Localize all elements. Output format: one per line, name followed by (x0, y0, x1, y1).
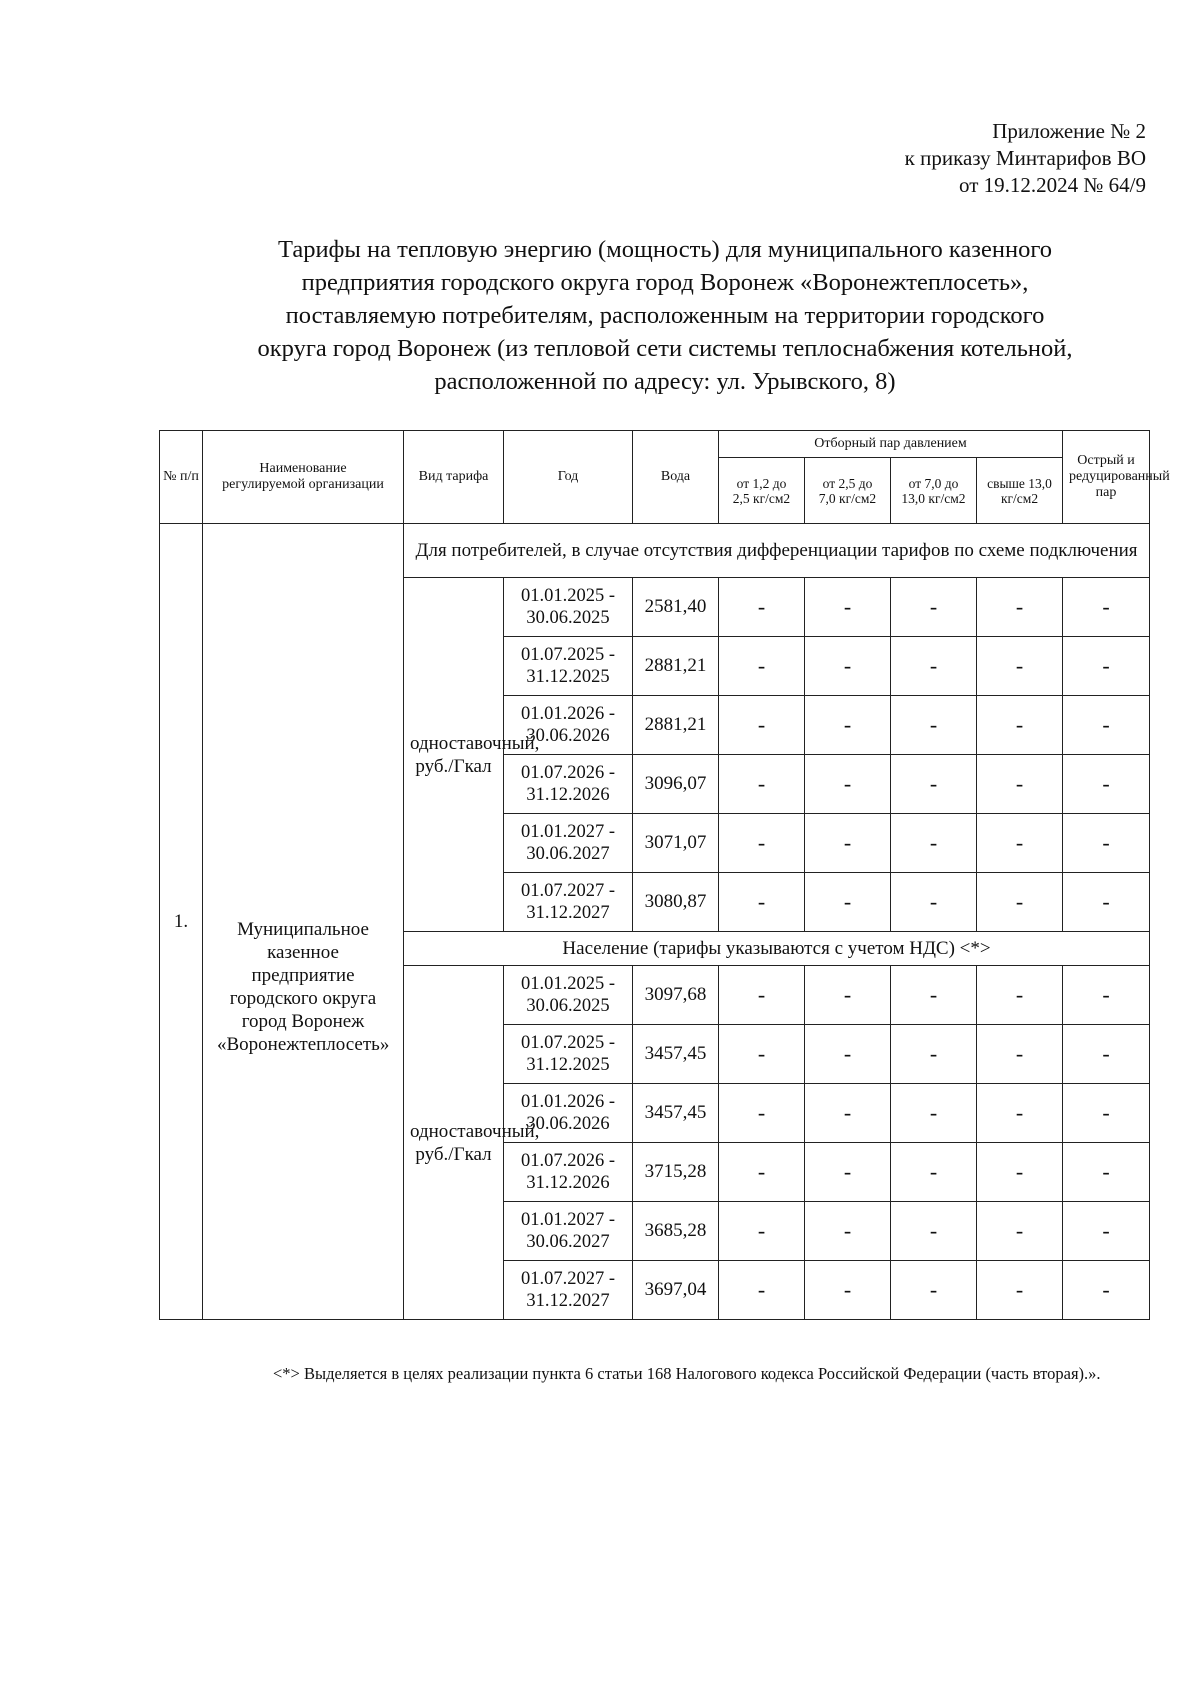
steam-tariff-s1: - (719, 1143, 805, 1202)
steam-tariff-s1: - (719, 1084, 805, 1143)
steam-tariff-sharp: - (1063, 637, 1150, 696)
steam-tariff-s3: - (891, 696, 977, 755)
steam-tariff-s3: - (891, 1202, 977, 1261)
steam-tariff-s3: - (891, 1084, 977, 1143)
period-cell (504, 637, 633, 696)
period-to: 31.12.2025 (526, 667, 610, 687)
steam-tariff-s3: - (891, 1261, 977, 1320)
period-to: 31.12.2026 (526, 1173, 610, 1193)
appendix-number: Приложение № 2 (992, 119, 1146, 143)
water-tariff: 3685,28 (633, 1202, 719, 1261)
footnote: <*> Выделяется в целях реализации пункта 6 статьи 168 Налогового кодекса Российской Федерации (часть вторая).». (273, 1364, 1101, 1383)
steam-tariff-s3: - (891, 637, 977, 696)
steam-tariff-s2: - (805, 755, 891, 814)
steam-tariff-s3: - (891, 814, 977, 873)
title-line: округа город Воронеж (из тепловой сети системы теплоснабжения котельной, (257, 335, 1073, 362)
water-tariff: 2581,40 (633, 578, 719, 637)
steam-tariff-s4: - (977, 1025, 1063, 1084)
header-num: № п/п (160, 431, 203, 524)
period-to: 30.06.2025 (526, 996, 610, 1016)
steam-tariff-s2: - (805, 814, 891, 873)
steam-tariff-sharp: - (1063, 966, 1150, 1025)
steam-tariff-sharp: - (1063, 1202, 1150, 1261)
header-steam-3: от 7,0 до 13,0 кг/см2 (891, 458, 977, 524)
water-tariff: 3457,45 (633, 1025, 719, 1084)
steam-tariff-sharp: - (1063, 578, 1150, 637)
tariff-table-body (160, 524, 1150, 1320)
water-tariff: 2881,21 (633, 637, 719, 696)
period-to: 30.06.2027 (526, 844, 610, 864)
period-to: 30.06.2026 (526, 726, 610, 746)
steam-tariff-sharp: - (1063, 1261, 1150, 1320)
steam-tariff-s4: - (977, 696, 1063, 755)
steam-tariff-s2: - (805, 696, 891, 755)
appendix-reference (905, 118, 1146, 199)
steam-tariff-sharp: - (1063, 814, 1150, 873)
period-from: 01.07.2026 - (520, 763, 616, 783)
steam-tariff-sharp: - (1063, 755, 1150, 814)
header-sharp-steam: Острый и редуцированный пар (1063, 431, 1150, 524)
steam-tariff-s1: - (719, 696, 805, 755)
steam-tariff-s3: - (891, 1025, 977, 1084)
period-cell (504, 873, 633, 932)
period-from: 01.07.2027 - (520, 881, 616, 901)
steam-tariff-s4: - (977, 755, 1063, 814)
period-to: 31.12.2027 (526, 903, 610, 923)
period-from: 01.07.2025 - (520, 645, 616, 665)
steam-tariff-s2: - (805, 1084, 891, 1143)
water-tariff: 3080,87 (633, 873, 719, 932)
header-water: Вода (633, 431, 719, 524)
steam-tariff-s1: - (719, 814, 805, 873)
header-tariff-kind: Вид тарифа (404, 431, 504, 524)
period-cell (504, 1202, 633, 1261)
tariff-kind: одноставочный, руб./Гкал (404, 966, 504, 1320)
period-to: 31.12.2027 (526, 1291, 610, 1311)
header-steam-2: от 2,5 до 7,0 кг/см2 (805, 458, 891, 524)
section-title: Население (тарифы указываются с учетом НДС) <*> (404, 932, 1150, 966)
steam-tariff-s4: - (977, 637, 1063, 696)
tariff-table (159, 430, 1170, 1320)
steam-tariff-s4: - (977, 1261, 1063, 1320)
period-from: 01.01.2025 - (520, 974, 616, 994)
period-cell (504, 755, 633, 814)
period-from: 01.01.2025 - (520, 586, 616, 606)
header-steam: Отборный пар давлением (719, 431, 1063, 458)
steam-tariff-s2: - (805, 966, 891, 1025)
steam-tariff-s3: - (891, 1143, 977, 1202)
steam-tariff-s2: - (805, 637, 891, 696)
steam-tariff-s2: - (805, 873, 891, 932)
steam-tariff-s3: - (891, 966, 977, 1025)
steam-tariff-s1: - (719, 1025, 805, 1084)
steam-tariff-s2: - (805, 1202, 891, 1261)
steam-tariff-s3: - (891, 578, 977, 637)
header-year: Год (504, 431, 633, 524)
appendix-date: от 19.12.2024 № 64/9 (958, 173, 1146, 197)
header-organization: Наименование регулируемой организации (203, 431, 404, 524)
title-line: расположенной по адресу: ул. Урывского, 8) (434, 368, 896, 395)
section-title: Для потребителей, в случае отсутствия дифференциации тарифов по схеме подключения (404, 524, 1150, 578)
row-number: 1. (160, 524, 203, 1320)
period-cell (504, 966, 633, 1025)
water-tariff: 2881,21 (633, 696, 719, 755)
title-line: поставляемую потребителям, расположенным на территории городского (285, 302, 1045, 329)
period-cell (504, 578, 633, 637)
period-from: 01.01.2026 - (520, 1092, 616, 1112)
steam-tariff-s4: - (977, 578, 1063, 637)
steam-tariff-s4: - (977, 1084, 1063, 1143)
steam-tariff-s1: - (719, 1202, 805, 1261)
period-from: 01.01.2027 - (520, 1210, 616, 1230)
steam-tariff-s4: - (977, 1202, 1063, 1261)
steam-tariff-sharp: - (1063, 696, 1150, 755)
period-to: 31.12.2025 (526, 1055, 610, 1075)
period-from: 01.07.2025 - (520, 1033, 616, 1053)
steam-tariff-sharp: - (1063, 1143, 1150, 1202)
header-steam-1: от 1,2 до 2,5 кг/см2 (719, 458, 805, 524)
steam-tariff-s1: - (719, 578, 805, 637)
steam-tariff-sharp: - (1063, 1084, 1150, 1143)
period-from: 01.07.2027 - (520, 1269, 616, 1289)
steam-tariff-s1: - (719, 873, 805, 932)
period-cell (504, 1025, 633, 1084)
period-to: 31.12.2026 (526, 785, 610, 805)
organization-name: Муниципальное казенное предприятие городского округа город Воронеж «Воронежтеплосеть» (203, 524, 404, 1320)
steam-tariff-sharp: - (1063, 1025, 1150, 1084)
period-cell (504, 1143, 633, 1202)
steam-tariff-s1: - (719, 755, 805, 814)
period-from: 01.01.2026 - (520, 704, 616, 724)
steam-tariff-sharp: - (1063, 873, 1150, 932)
water-tariff: 3715,28 (633, 1143, 719, 1202)
steam-tariff-s2: - (805, 1261, 891, 1320)
title-line: предприятия городского округа город Воронеж «Воронежтеплосеть», (301, 269, 1029, 296)
period-cell (504, 814, 633, 873)
period-to: 30.06.2027 (526, 1232, 610, 1252)
title-line: Тарифы на тепловую энергию (мощность) для муниципального казенного (277, 236, 1053, 263)
steam-tariff-s4: - (977, 1143, 1063, 1202)
appendix-order: к приказу Минтарифов ВО (904, 146, 1146, 170)
period-cell (504, 1261, 633, 1320)
steam-tariff-s4: - (977, 873, 1063, 932)
water-tariff: 3096,07 (633, 755, 719, 814)
steam-tariff-s1: - (719, 637, 805, 696)
period-to: 30.06.2026 (526, 1114, 610, 1134)
steam-tariff-s2: - (805, 578, 891, 637)
steam-tariff-s2: - (805, 1025, 891, 1084)
header-steam-4: свыше 13,0 кг/см2 (977, 458, 1063, 524)
steam-tariff-s4: - (977, 814, 1063, 873)
steam-tariff-s3: - (891, 873, 977, 932)
water-tariff: 3697,04 (633, 1261, 719, 1320)
period-from: 01.01.2027 - (520, 822, 616, 842)
steam-tariff-s2: - (805, 1143, 891, 1202)
steam-tariff-s4: - (977, 966, 1063, 1025)
tariff-kind: одноставочный, руб./Гкал (404, 578, 504, 932)
period-from: 01.07.2026 - (520, 1151, 616, 1171)
water-tariff: 3097,68 (633, 966, 719, 1025)
steam-tariff-s1: - (719, 966, 805, 1025)
period-to: 30.06.2025 (526, 608, 610, 628)
document-title (150, 233, 1180, 398)
water-tariff: 3071,07 (633, 814, 719, 873)
steam-tariff-s1: - (719, 1261, 805, 1320)
steam-tariff-s3: - (891, 755, 977, 814)
water-tariff: 3457,45 (633, 1084, 719, 1143)
